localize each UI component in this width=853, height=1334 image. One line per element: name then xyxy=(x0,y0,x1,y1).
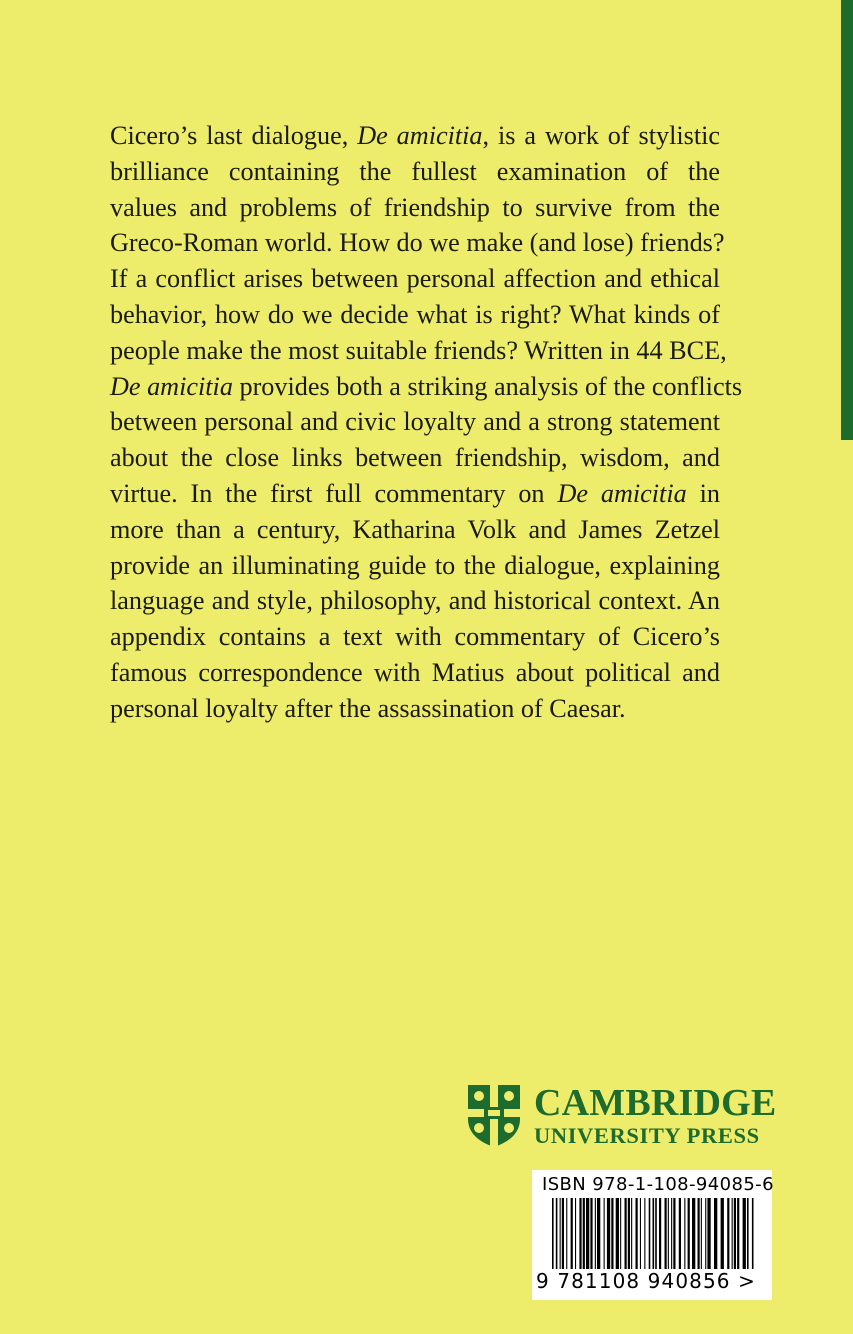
barcode-digits: 9 781108 940856 > xyxy=(536,1269,768,1293)
blurb-line xyxy=(110,583,720,619)
barcode-bar xyxy=(671,1198,672,1272)
barcode-bar xyxy=(579,1198,581,1272)
blurb-segment: If a conflict arises between personal affection and ethical xyxy=(110,264,720,294)
barcode-bar xyxy=(659,1198,661,1272)
barcode-bar xyxy=(597,1198,600,1272)
blurb-line xyxy=(110,404,720,440)
italic-title: De amicitia xyxy=(357,121,483,150)
barcode-bar xyxy=(566,1198,567,1272)
blurb-segment: famous correspondence with Matius about political and xyxy=(110,657,720,687)
barcode-bar xyxy=(640,1198,641,1272)
barcode-bar xyxy=(737,1198,739,1272)
blurb-segment: , is a work of stylistic xyxy=(482,121,720,150)
barcode-bar xyxy=(616,1198,619,1272)
barcode-bar xyxy=(692,1198,695,1272)
barcode-bar xyxy=(734,1198,736,1272)
blurb-segment: provides both a striking analysis of the conflicts xyxy=(232,371,743,401)
barcode-bar xyxy=(698,1198,700,1272)
blurb-text xyxy=(110,118,743,727)
publisher-name-line1: CAMBRIDGE xyxy=(534,1082,777,1124)
blurb-line xyxy=(110,512,720,548)
barcode-bar xyxy=(714,1198,717,1272)
barcode-bar xyxy=(665,1198,667,1272)
barcode-bar xyxy=(607,1198,610,1272)
blurb-segment: Cicero’s last dialogue, xyxy=(110,121,358,150)
blurb-line xyxy=(110,261,720,297)
blurb-line xyxy=(110,619,720,655)
blurb-segment: appendix contains a text with commentary of Cicero’s xyxy=(110,622,720,652)
barcode-bar xyxy=(705,1198,706,1272)
publisher-logo xyxy=(466,1083,776,1149)
publisher-name-line2: UNIVERSITY PRESS xyxy=(534,1123,760,1148)
university-crest-icon xyxy=(466,1083,522,1149)
barcode-bar xyxy=(636,1198,638,1272)
blurb-segment: in xyxy=(686,478,720,508)
blurb-line xyxy=(110,655,720,691)
barcode-bar xyxy=(673,1198,675,1272)
barcode-bar xyxy=(631,1198,632,1272)
blurb-line xyxy=(110,297,720,333)
blurb-segment: behavior, how do we decide what is right? What kinds of xyxy=(110,299,720,329)
blurb-segment: virtue. In the first full commentary on xyxy=(110,478,558,508)
blurb-segment: between personal and civic loyalty and a strong statement xyxy=(110,407,720,437)
isbn-label: ISBN 978-1-108-94085-6 xyxy=(542,1174,774,1195)
barcode-bar xyxy=(679,1198,681,1272)
barcode-bar xyxy=(668,1198,669,1272)
publisher-name xyxy=(534,1083,776,1149)
barcode-bar xyxy=(583,1198,585,1272)
barcode-bar xyxy=(644,1198,645,1272)
barcode-bar xyxy=(604,1198,605,1272)
barcode-bar xyxy=(743,1198,746,1272)
barcode-bar xyxy=(562,1198,564,1272)
barcode-bar xyxy=(575,1198,576,1272)
barcode-bar xyxy=(595,1198,596,1272)
blurb-line xyxy=(110,369,743,405)
blurb-line xyxy=(110,476,720,512)
blurb-segment: provide an illuminating guide to the dialogue, explaining xyxy=(110,550,720,580)
barcode-bar xyxy=(590,1198,592,1272)
blurb-line xyxy=(110,333,727,369)
blurb-segment: brilliance containing the fullest examination of the xyxy=(110,156,720,186)
blurb-segment: people make the most suitable friends? Written in 44 BCE, xyxy=(110,335,727,365)
barcode-bar xyxy=(727,1198,729,1272)
blurb-line xyxy=(110,440,720,476)
italic-title: De amicitia xyxy=(110,371,233,401)
blurb-segment: language and style, philosophy, and historical context. An xyxy=(110,586,720,616)
barcode-bar xyxy=(560,1198,561,1272)
blurb-segment: more than a century, Katharina Volk and James Zetzel xyxy=(110,514,720,544)
blurb-line xyxy=(110,118,720,154)
blurb-line xyxy=(110,225,725,261)
barcode-bar xyxy=(721,1198,724,1272)
blurb-segment: values and problems of friendship to survive from the xyxy=(110,192,720,222)
spine-strip xyxy=(841,0,853,440)
barcode-bar xyxy=(611,1198,613,1272)
isbn-barcode xyxy=(532,1170,772,1300)
barcode-bar xyxy=(701,1198,702,1272)
barcode-bar xyxy=(586,1198,589,1272)
blurb-segment: personal loyalty after the assassination of Caesar. xyxy=(110,693,626,723)
barcode-bar xyxy=(571,1198,573,1272)
barcode-bar xyxy=(625,1198,627,1272)
barcode-bar xyxy=(684,1198,685,1272)
barcode-bar xyxy=(707,1198,710,1272)
blurb-segment: Greco-Roman world. How do we make (and lose) friends? xyxy=(110,228,725,258)
barcode-bar xyxy=(620,1198,621,1272)
italic-title: De amicitia xyxy=(557,478,687,508)
barcode-bar xyxy=(732,1198,733,1272)
blurb-line xyxy=(110,548,720,584)
barcode-bar xyxy=(688,1198,690,1272)
blurb-line xyxy=(110,691,720,727)
blurb-line xyxy=(110,190,720,226)
blurb-segment: about the close links between friendship, wisdom, and xyxy=(110,443,720,473)
blurb-line xyxy=(110,154,720,190)
barcode-bar xyxy=(628,1198,630,1272)
